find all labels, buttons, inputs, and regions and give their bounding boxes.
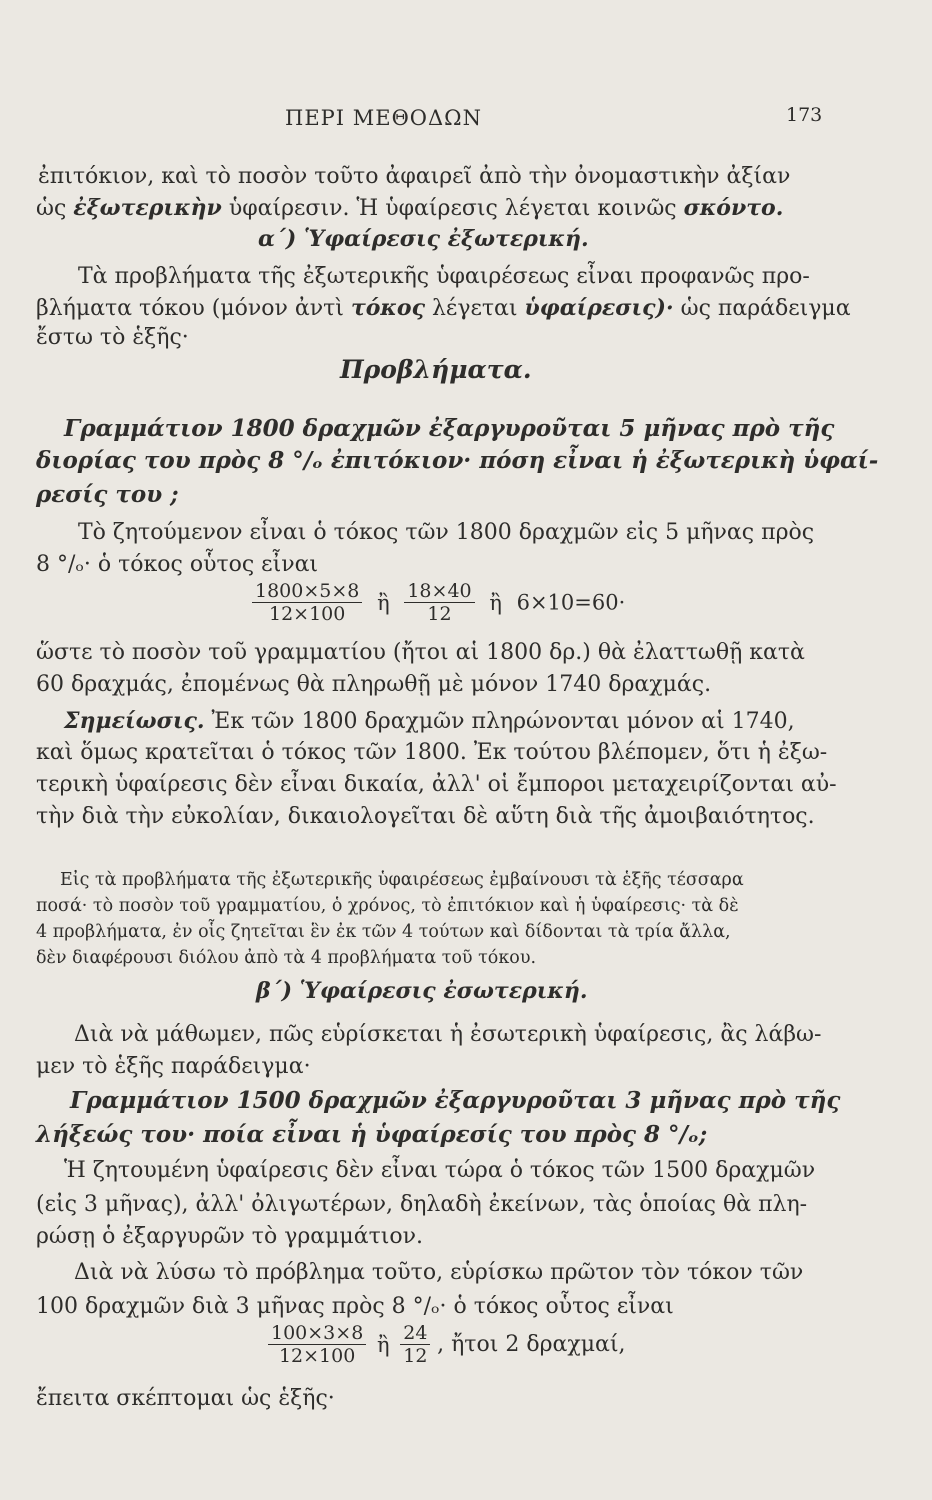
text-line: ἐπιτόκιον, καὶ τὸ ποσὸν τοῦτο ἀφαιρεῖ ἀπὸ τὴν ὀνομαστικὴν ἀξίαν — [38, 164, 791, 189]
denominator: 12 — [403, 1345, 428, 1367]
text-line — [64, 706, 795, 737]
or-word: ἢ — [376, 1332, 390, 1357]
small-text-line: 4 προβλήματα, ἐν οἷς ζητεῖται ἓν ἐκ τῶν 4 τούτων καὶ δίδονται τὰ τρία ἄλλα, — [36, 922, 731, 942]
fraction — [252, 580, 362, 625]
problem-statement: διορίας του πρὸς 8 °/ₒ ἐπιτόκιον· πόση εἶναι ἡ ἐξωτερικὴ ὑφαί- — [36, 447, 879, 474]
text-line: τὴν διὰ τὴν εὐκολίαν, δικαιολογεῖται δὲ αὕτη διὰ τῆς ἀμοιβαιότητος. — [36, 804, 815, 829]
small-text-line: δὲν διαφέρουσι διόλου ἀπὸ τὰ 4 προβλήματα τοῦ τόκου. — [36, 948, 537, 968]
text-line: ἔστω τὸ ἑξῆς· — [36, 325, 189, 350]
formula-2 — [268, 1322, 625, 1367]
note-label: Σημείωσις. — [64, 708, 205, 734]
text-line: Τὸ ζητούμενον εἶναι ὁ τόκος τῶν 1800 δραχμῶν εἰς 5 μῆνας πρὸς — [78, 520, 815, 545]
text-span: ὑφαίρεσιν. Ἡ ὑφαίρεσις λέγεται κοινῶς — [228, 196, 677, 221]
numerator: 18×40 — [404, 580, 474, 603]
problem-statement: Γραμμάτιον 1800 δραχμῶν ἐξαργυροῦται 5 μῆνας πρὸ τῆς — [64, 415, 835, 442]
text-span: ὡς — [36, 196, 67, 221]
emphasis-term: σκόντο. — [683, 195, 784, 221]
text-span: βλήματα τόκου (μόνον ἀντὶ — [36, 296, 344, 321]
or-word: ἢ — [377, 590, 390, 615]
text-line: 8 °/ₒ· ὁ τόκος οὗτος εἶναι — [36, 552, 319, 577]
numerator: 24 — [400, 1322, 430, 1345]
problem-statement: ρεσίς του ; — [36, 481, 179, 508]
fraction — [404, 580, 474, 625]
text-line: Διὰ νὰ λύσω τὸ πρόβλημα τοῦτο, εὑρίσκω πρῶτον τὸν τόκον τῶν — [74, 1260, 804, 1285]
fraction — [400, 1322, 430, 1367]
small-text-line: ποσά· τὸ ποσὸν τοῦ γραμματίου, ὁ χρόνος, τὸ ἐπιτόκιον καὶ ἡ ὑφαίρεσις· τὰ δὲ — [36, 896, 739, 916]
text-line: Ἡ ζητουμένη ὑφαίρεσις δὲν εἶναι τώρα ὁ τόκος τῶν 1500 δραχμῶν — [64, 1158, 816, 1183]
text-line: καὶ ὅμως κρατεῖται ὁ τόκος τῶν 1800. Ἐκ τούτου βλέπομεν, ὅτι ἡ ἐξω- — [36, 740, 828, 765]
emphasis-term: ὑφαίρεσις)· — [524, 295, 674, 321]
denominator: 12 — [427, 603, 452, 625]
problem-statement: λήξεώς του· ποία εἶναι ἡ ὑφαίρεσίς του πρὸς 8 °/ₒ; — [36, 1121, 708, 1148]
small-text-line: Εἰς τὰ προβλήματα τῆς ἐξωτερικῆς ὑφαιρέσεως ἐμβαίνουσι τὰ ἑξῆς τέσσαρα — [60, 870, 744, 890]
running-title: ΠΕΡΙ ΜΕΘΟΔΩΝ — [285, 106, 482, 130]
or-word: ἢ — [489, 590, 502, 615]
text-line: ρώσῃ ὁ ἐξαργυρῶν τὸ γραμμάτιον. — [36, 1224, 423, 1249]
text-line: 100 δραχμῶν διὰ 3 μῆνας πρὸς 8 °/ₒ· ὁ τόκος οὗτος εἶναι — [36, 1294, 674, 1319]
fraction — [268, 1322, 366, 1367]
page-number: 173 — [786, 104, 823, 126]
text-span: λέγεται — [431, 296, 518, 321]
formula-1 — [252, 580, 625, 625]
text-line: τερικὴ ὑφαίρεσις δὲν εἶναι δικαία, ἀλλ' οἱ ἔμποροι μεταχειρίζονται αὐ- — [36, 772, 837, 797]
text-line — [36, 193, 783, 224]
text-line: 60 δραχμάς, ἐπομένως θὰ πληρωθῇ μὲ μόνον 1740 δραχμάς. — [36, 672, 712, 697]
emphasis-term: τόκος — [350, 295, 425, 321]
problem-statement: Γραμμάτιον 1500 δραχμῶν ἐξαργυροῦται 3 μῆνας πρὸ τῆς — [70, 1087, 841, 1114]
text-line: Διὰ νὰ μάθωμεν, πῶς εὑρίσκεται ἡ ἐσωτερικὴ ὑφαίρεσις, ἂς λάβω- — [74, 1022, 822, 1047]
text-line: ἔπειτα σκέπτομαι ὡς ἑξῆς· — [36, 1386, 335, 1411]
text-line: (εἰς 3 μῆνας), ἀλλ' ὀλιγωτέρων, δηλαδὴ ἐκείνων, τὰς ὁποίας θὰ πλη- — [36, 1192, 808, 1217]
text-line — [36, 293, 851, 324]
denominator: 12×100 — [269, 603, 346, 625]
numerator: 100×3×8 — [268, 1322, 366, 1345]
text-line: ὥστε τὸ ποσὸν τοῦ γραμματίου (ἤτοι αἱ 1800 δρ.) θὰ ἐλαττωθῇ κατὰ — [36, 640, 805, 665]
section-heading-a: α΄) Ὑφαίρεσις ἐξωτερική. — [258, 226, 589, 252]
problems-heading: Προβλήματα. — [340, 355, 532, 384]
formula-result: , ἤτοι 2 δραχμαί, — [437, 1332, 626, 1357]
text-line: μεν τὸ ἑξῆς παράδειγμα· — [36, 1054, 311, 1079]
text-span: ὡς παράδειγμα — [680, 296, 851, 321]
section-heading-b: β΄) Ὑφαίρεσις ἐσωτερική. — [256, 978, 588, 1004]
emphasis-term: ἐξωτερικὴν — [73, 195, 222, 221]
formula-result: 6×10=60· — [516, 590, 626, 615]
text-span: Ἐκ τῶν 1800 δραχμῶν πληρώνονται μόνον αἱ 1740, — [211, 709, 795, 734]
denominator: 12×100 — [278, 1345, 356, 1367]
text-line: Τὰ προβλήματα τῆς ἐξωτερικῆς ὑφαιρέσεως εἶναι προφανῶς προ- — [78, 264, 810, 289]
numerator: 1800×5×8 — [252, 580, 362, 603]
